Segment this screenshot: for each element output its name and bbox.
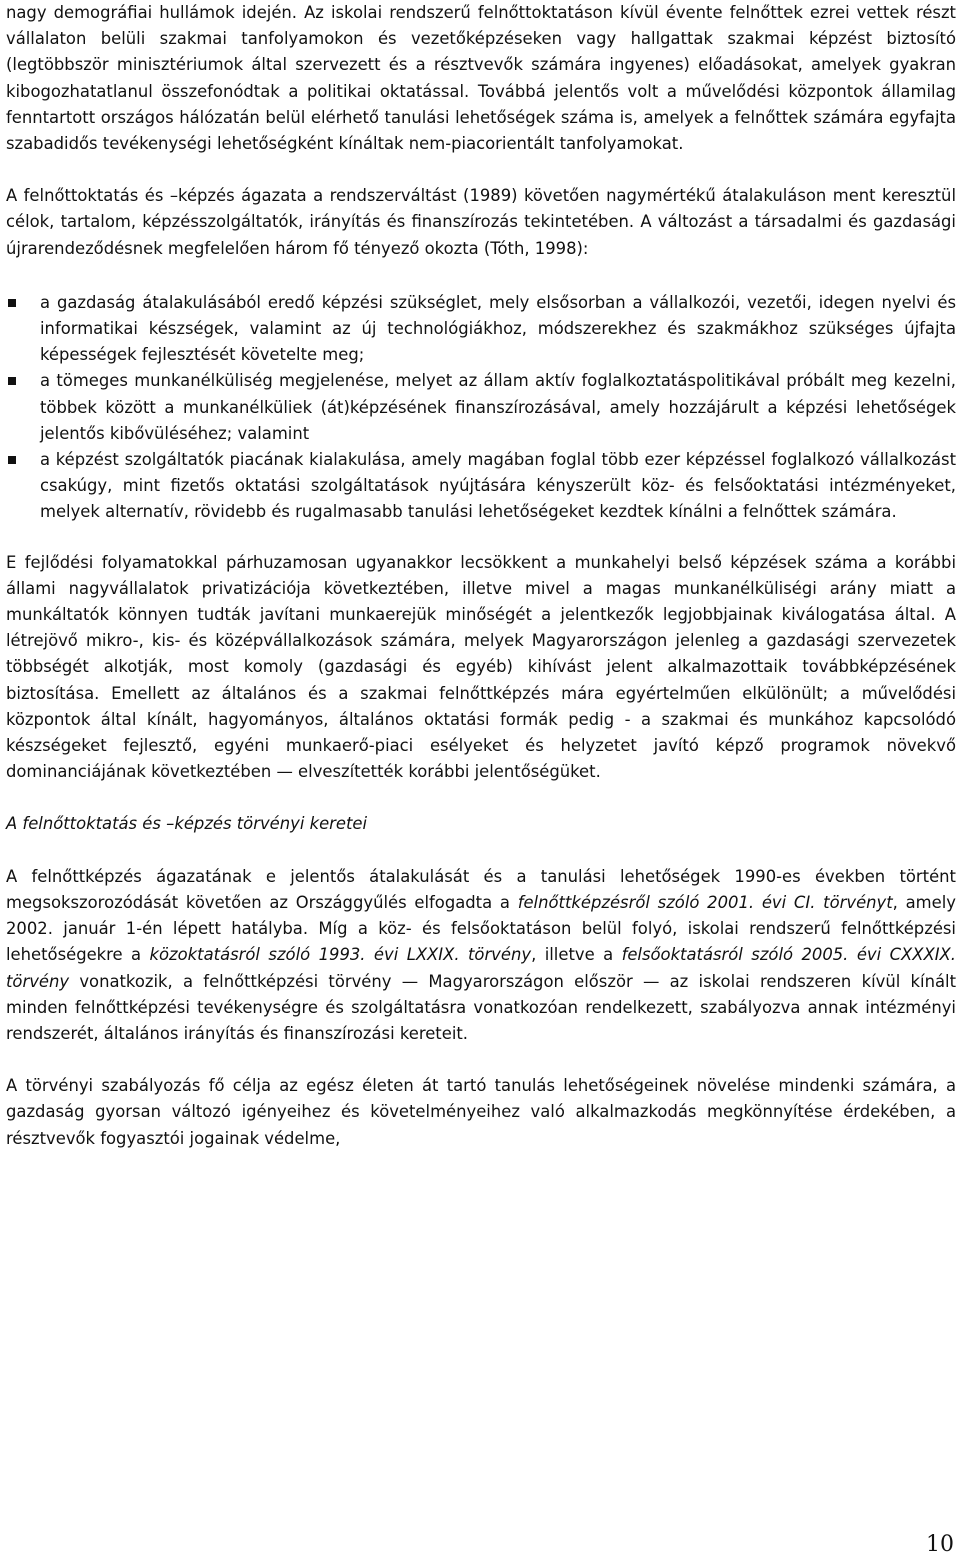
text-segment: , amely 2002. január 1-én lépett hatályba. Míg a köz- és felsőoktatáson belül folyó, iskolai rendszerű felnőttképzési lehetőségekre a bbox=[6, 892, 956, 965]
text-segment: vonatkozik, a felnőttképzési törvény — Magyarországon először — az iskolai rendszeren kívül kínált minden felnőttképzési tevékenységre és szolgáltatásra vonatkozóan rendelkezett, szabályozva annak intézményi rendszerét, általános irányítás és finanszírozási kereteit. bbox=[6, 971, 956, 1043]
list-item bbox=[6, 447, 956, 526]
section-heading: A felnőttoktatás és –képzés törvényi keretei bbox=[6, 814, 368, 834]
square-bullet-icon bbox=[8, 377, 16, 385]
list-item bbox=[6, 290, 956, 369]
paragraph-sector-transformation: A felnőttoktatás és –képzés ágazata a rendszerváltást (1989) követően nagymértékű átalakuláson ment keresztül célok, tartalom, képzésszolgáltatók, irányítás és finanszírozás tekintetében. A változást a társadalmi és gazdasági újrarendeződésnek megfelelően három fő tényező okozta (Tóth, 1998): bbox=[6, 186, 956, 258]
square-bullet-icon bbox=[8, 299, 16, 307]
page-number: 10 bbox=[926, 1532, 954, 1557]
list-item-text: a gazdaság átalakulásából eredő képzési szükséglet, mely elsősorban a vállalkozói, vezetői, idegen nyelvi és informatikai készségek, valamint az új technológiákhoz, módszerekhez és szakmákhoz szükséges újfajta képességek fejlesztését követelte meg; bbox=[40, 292, 956, 365]
factor-list bbox=[6, 290, 956, 526]
paragraph-demographic-waves: nagy demográfiai hullámok idején. Az iskolai rendszerű felnőttoktatáson kívül évente felnőttek ezrei vettek részt vállalaton belüli szakmai tanfolyamokon és vezetőképzéseken vagy hallgattak szakmai képzést biztosító (legtöbbször minisztériumok által szervezett és a résztvevők számára ingyenes) előadásokat, amelyek gyakran kibogozhatatlanul összefonódtak a politikai oktatással. Továbbá jelentős volt a művelődési központok államilag fenntartott országos hálózatán belül elérhető tanulási lehetőségek száma is, amelyek a felnőttek számára egyfajta szabadidős tevékenységi lehetőségként kínáltak nem-piacorientált tanfolyamokat. bbox=[6, 3, 956, 154]
law-title-higher-education-act: felsőoktatásról szóló 2005. évi CXXXIX. törvény bbox=[6, 945, 956, 991]
text-segment: A felnőttképzés ágazatának e jelentős átalakulását és a tanulási lehetőségek 1990-es években történt megsokszorozódását követően az Országgyűlés elfogadta a bbox=[6, 866, 956, 912]
square-bullet-icon bbox=[8, 456, 16, 464]
paragraph-regulation-goal: A törvényi szabályozás fő célja az egész életen át tartó tanulás lehetőségeinek növelése mindenki számára, a gazdaság gyorsan változó igényeihez és követelményeihez való alkalmazkodás megkönnyítése érdekében, a résztvevők fogyasztói jogainak védelme, bbox=[6, 1076, 956, 1148]
list-item bbox=[6, 368, 956, 447]
paragraph-legal-framework bbox=[6, 864, 956, 1047]
document-page bbox=[6, 0, 956, 1152]
list-item-text: a képzést szolgáltatók piacának kialakulása, amely magában foglal több ezer képzéssel foglalkozó vállalkozást csakúgy, mint fizetős oktatási szolgáltatások nyújtására kényszerült köz- és felsőoktatási intézményeket, melyek alternatív, rövidebb és rugalmasabb tanulási lehetőségeket kezdtek kínálni a felnőttek számára. bbox=[40, 450, 956, 522]
paragraph-development-processes: E fejlődési folyamatokkal párhuzamosan ugyanakkor lecsökkent a munkahelyi belső képzések száma a korábbi állami nagyvállalatok privatizációja következtében, illetve mivel a magas munkanélküliségi arány miatt a munkáltatók könnyen tudták javítani munkaerejük minőségét a jelentkezők legjobbjainak kiválogatása által. A létrejövő mikro-, kis- és középvállalkozások számára, melyek Magyarországon jelenleg a gazdasági szervezetek többségét alkotják, most komoly (gazdasági és egyéb) kihívást jelent alkalmazottaik továbbképzésének biztosítása. Emellett az általános és a szakmai felnőttképzés mára egyértelműen elkülönült; a művelődési központok által kínált, hagyományos, általános oktatási formák pedig - a szakmai és munkához kapcsolódó készségeket fejlesztő, egyéni munkaerő-piaci esélyeket és helyzetet javító képző programok növekvő dominanciájának következtében — elveszítették korábbi jelentőségüket. bbox=[6, 552, 956, 782]
text-segment: , illetve a bbox=[531, 945, 622, 965]
law-title-adult-education-act: felnőttképzésről szóló 2001. évi CI. törvényt bbox=[517, 892, 893, 912]
law-title-public-education-act: közoktatásról szóló 1993. évi LXXIX. törvény bbox=[149, 945, 532, 965]
list-item-text: a tömeges munkanélküliség megjelenése, melyet az állam aktív foglalkoztatáspolitikával próbált meg kezelni, többek között a munkanélküliek (át)képzésének finanszírozásával, amely hozzájárult a képzési lehetőségek jelentős kibővüléséhez; valamint bbox=[40, 371, 956, 443]
